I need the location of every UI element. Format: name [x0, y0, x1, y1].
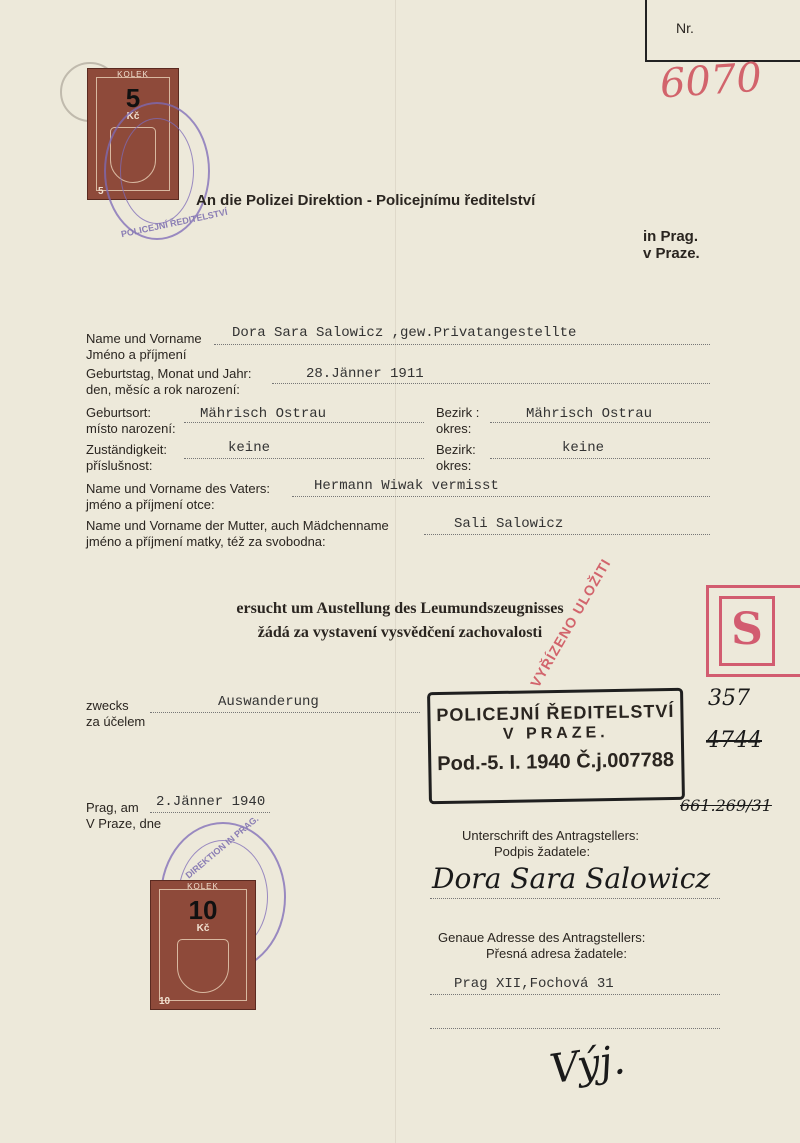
stamp-label: KOLEK — [187, 882, 219, 891]
purpose-value: Auswanderung — [218, 694, 319, 710]
stamp-label: KOLEK — [117, 70, 149, 79]
birth-value: 28.Jänner 1911 — [306, 366, 424, 382]
stamp-value: 5 — [125, 83, 141, 113]
father-value: Hermann Wiwak vermisst — [314, 478, 499, 494]
number-box — [645, 0, 800, 62]
mother-label: Name und Vorname der Mutter, auch Mädchenname jméno a příjmení matky, též za svobodna: — [86, 518, 389, 549]
stamp-corner-value: 10 — [159, 996, 171, 1007]
jurisdiction-value: keine — [228, 440, 271, 456]
signature-label-german: Unterschrift des Antragstellers: — [462, 828, 640, 843]
name-value: Dora Sara Salowicz ,gew.Privatangestellte — [232, 325, 577, 341]
police-registry-stamp: POLICEJNÍ ŘEDITELSTVÍ V PRAZE. Pod.-5. I. 1940 Č.j.007788 — [427, 688, 685, 804]
paper-fold — [395, 0, 396, 1143]
revenue-stamp-10 — [150, 880, 256, 1010]
stamp-currency: Kč — [196, 923, 210, 934]
registration-number: 6070 — [658, 54, 764, 108]
name-label: Name und Vorname Jméno a příjmení — [86, 331, 202, 362]
father-label: Name und Vorname des Vaters: jméno a příjmení otce: — [86, 481, 271, 512]
stamp-corner-value: 5 — [98, 186, 104, 197]
address-value: Prag XII,Fochová 31 — [454, 976, 614, 992]
handwritten-357: 357 — [708, 686, 750, 711]
birthplace-label: Geburtsort: místo narození: — [86, 405, 176, 436]
nr-label: Nr. — [676, 20, 694, 36]
addressee-title: An die Polizei Direktion - Policejnímu ředitelství — [196, 192, 536, 209]
seal-text: POLICEJNÍ ŘEDITELSTVÍ — [120, 206, 229, 240]
purpose-label: zwecks za účelem — [86, 698, 146, 729]
handwritten-4744: 4744 — [706, 728, 762, 753]
address-label-czech: Přesná adresa žadatele: — [486, 946, 627, 961]
place-date-label: Prag, am V Praze, dne — [86, 800, 162, 831]
official-initials: Výj. — [547, 1037, 628, 1093]
city-german: in Prag. — [643, 228, 699, 245]
stamp-currency: Kč — [126, 111, 140, 122]
police-seal-top — [104, 102, 229, 240]
diagonal-stamp-text: VYŘÍZENO ULOŽITI — [527, 555, 614, 690]
signature-label-czech: Podpis žadatele: — [494, 844, 591, 859]
district-label-2: Bezirk: okres: — [436, 442, 476, 473]
district-label-1: Bezirk : okres: — [436, 405, 480, 436]
request-line-german: ersucht um Austellung des Leumundszeugnisses — [236, 600, 564, 617]
request-line-czech: žádá za vystavení vysvědčení zachovalosti — [257, 624, 543, 641]
city-czech: v Praze. — [643, 245, 700, 262]
jurisdiction-label: Zuständigkeit: příslušnost: — [86, 442, 167, 473]
district-value-2: keine — [562, 440, 605, 456]
applicant-signature: Dora Sara Salowicz — [432, 862, 711, 895]
date-value: 2.Jänner 1940 — [156, 794, 266, 810]
birthplace-value: Mährisch Ostrau — [200, 406, 327, 422]
s-stamp: S — [706, 585, 800, 677]
crest-icon — [177, 939, 229, 993]
address-label-german: Genaue Adresse des Antragstellers: — [438, 930, 646, 945]
mother-value: Sali Salowicz — [454, 516, 564, 532]
district-value-1: Mährisch Ostrau — [526, 406, 653, 422]
seal-text: DIREKTION IN PRAG. — [183, 813, 261, 881]
birth-label: Geburtstag, Monat und Jahr: den, měsíc a rok narození: — [86, 366, 252, 397]
stamp-value: 10 — [188, 895, 218, 925]
handwritten-file-number: 661.269/31 — [680, 796, 772, 815]
